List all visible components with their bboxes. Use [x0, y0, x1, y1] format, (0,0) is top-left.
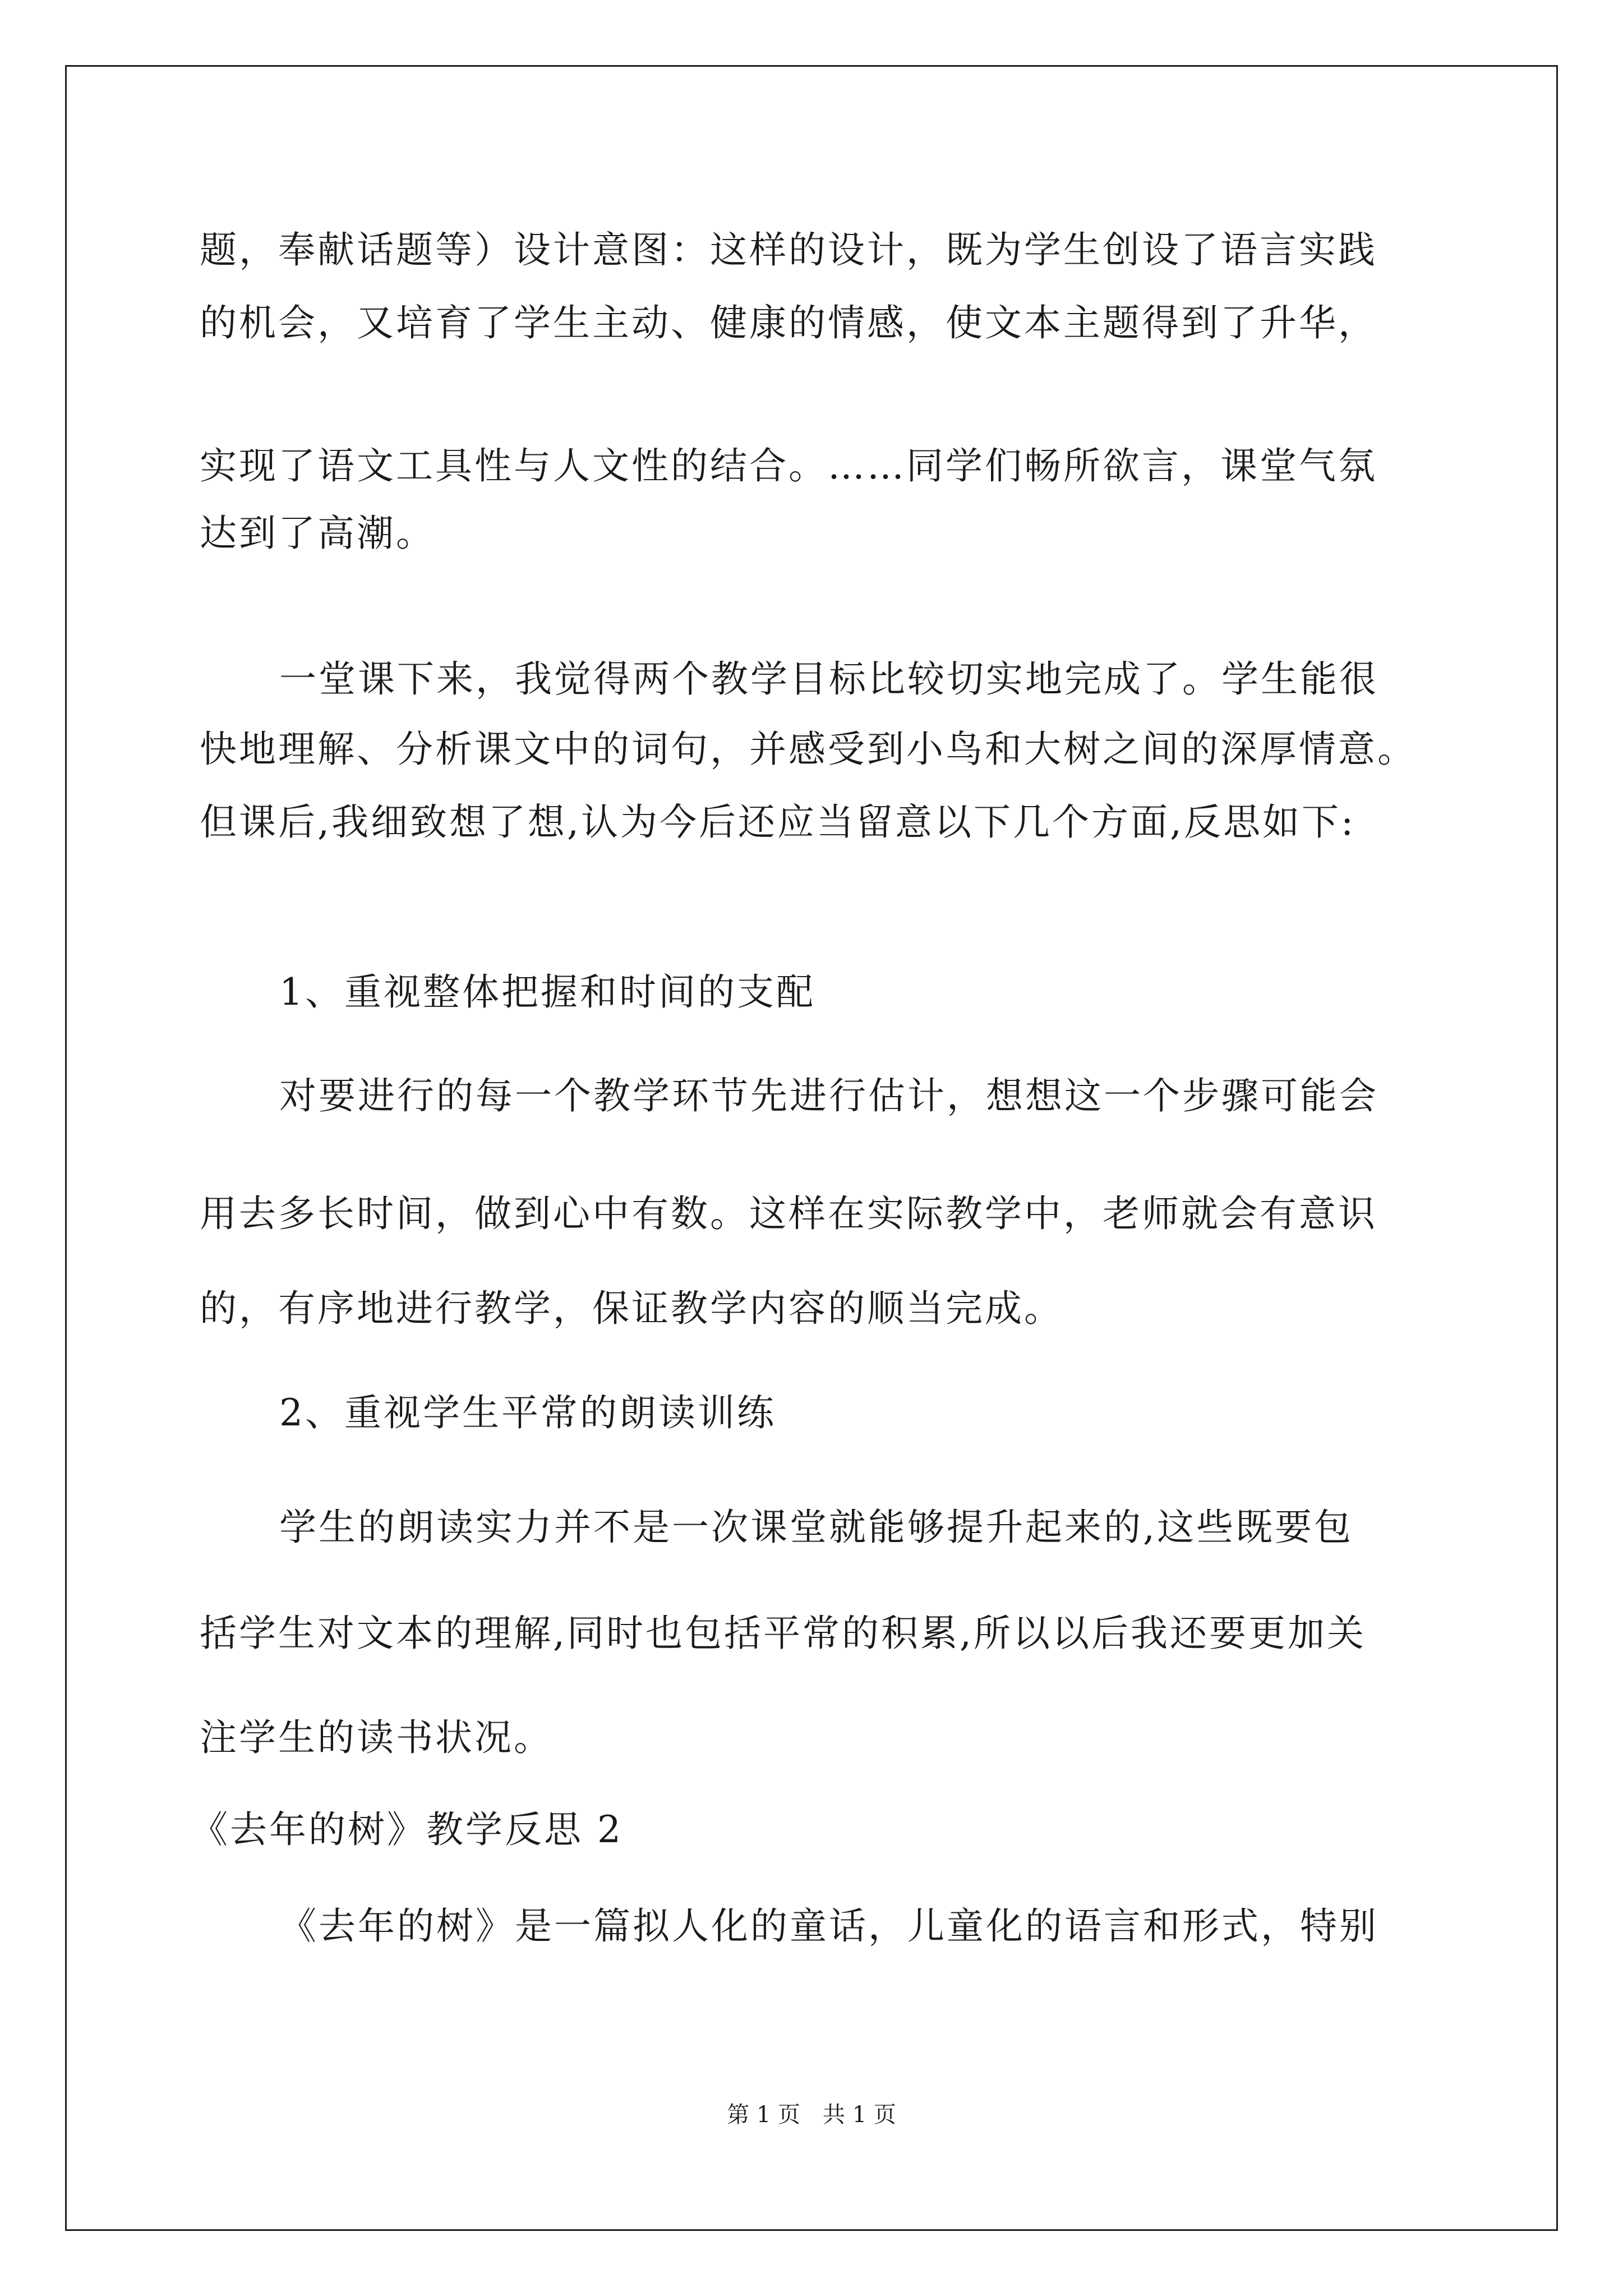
text-line: 一堂课下来，我觉得两个教学目标比较切实地完成了。学生能很	[279, 657, 1378, 701]
text-line: 注学生的读书状况。	[200, 1716, 553, 1759]
list-heading: 2、重视学生平常的朗读训练	[279, 1391, 776, 1434]
text-line: 题，奉献话题等）设计意图：这样的设计，既为学生创设了语言实践	[200, 228, 1377, 272]
section-title: 《去年的树》教学反思 2	[191, 1808, 623, 1851]
text-line: 对要进行的每一个教学环节先进行估计，想想这一个步骤可能会	[279, 1074, 1378, 1117]
text-line: 括学生对文本的理解,同时也包括平常的积累,所以以后我还要更加关	[200, 1612, 1366, 1655]
text-line: 学生的朗读实力并不是一次课堂就能够提升起来的,这些既要包	[279, 1506, 1353, 1549]
page-footer: 第 1 页 共 1 页	[727, 2102, 896, 2128]
text-line: 《去年的树》是一篇拟人化的童话，儿童化的语言和形式，特别	[279, 1904, 1378, 1948]
list-heading: 1、重视整体把握和时间的支配	[279, 970, 815, 1014]
text-line: 实现了语文工具性与人文性的结合。……同学们畅所欲言，课堂气氛	[200, 444, 1377, 487]
text-line: 的，有序地进行教学，保证教学内容的顺当完成。	[200, 1287, 1063, 1330]
text-line: 用去多长时间，做到心中有数。这样在实际教学中，老师就会有意识	[200, 1192, 1377, 1235]
text-line: 快地理解、分析课文中的词句，并感受到小鸟和大树之间的深厚情意。	[200, 728, 1417, 771]
text-line: 达到了高潮。	[200, 512, 435, 555]
text-line: 的机会，又培育了学生主动、健康的情感，使文本主题得到了升华，	[200, 301, 1377, 344]
text-line: 但课后,我细致想了想,认为今后还应当留意以下几个方面,反思如下:	[200, 800, 1356, 844]
